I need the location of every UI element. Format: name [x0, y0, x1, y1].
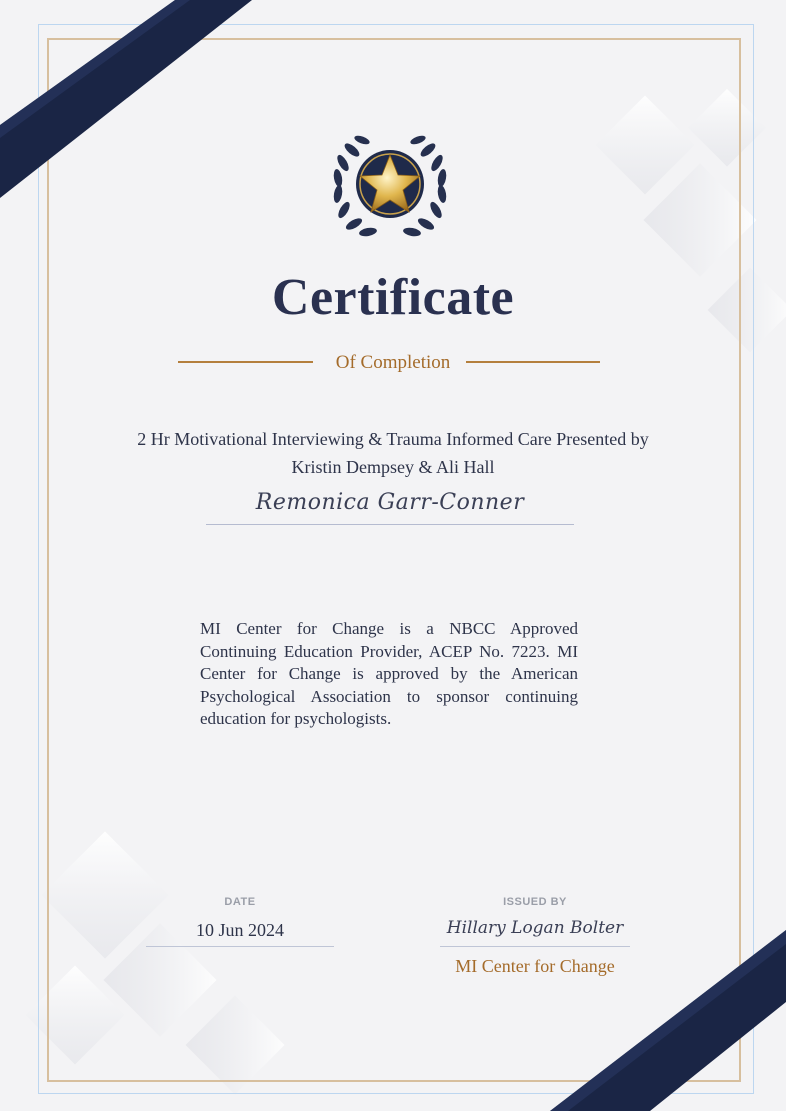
course-description: [90, 425, 696, 481]
issuer-name: MI Center for Change: [455, 956, 615, 976]
date-value: 10 Jun 2024: [195, 920, 284, 940]
star-laurel-emblem-icon: [330, 128, 450, 244]
course-line-2: Kristin Dempsey & Ali Hall: [291, 457, 495, 477]
course-line-1: 2 Hr Motivational Interviewing & Trauma Informed Care Presented by: [137, 429, 649, 449]
recipient-underline: [206, 524, 574, 525]
certificate-subtitle: Of Completion: [335, 352, 451, 373]
accreditation-statement: MI Center for Change is a NBCC Approved Continuing Education Provider, ACEP No. 7223. MI Center for Change is approved by the American Psychological Association to sponsor continuing education for psychologists.: [200, 619, 578, 728]
date-underline: [146, 946, 334, 947]
recipient-name: Remonica Garr-Conner: [255, 490, 525, 515]
issued-by-label: ISSUED BY: [503, 896, 567, 908]
issuer-signature: Hillary Logan Bolter: [446, 918, 624, 938]
date-label: DATE: [224, 896, 256, 908]
signature-underline: [440, 946, 630, 947]
ribbon-top-left: [0, 0, 260, 210]
subtitle-divider-right: [466, 361, 600, 363]
certificate-title: Certificate: [271, 269, 515, 326]
